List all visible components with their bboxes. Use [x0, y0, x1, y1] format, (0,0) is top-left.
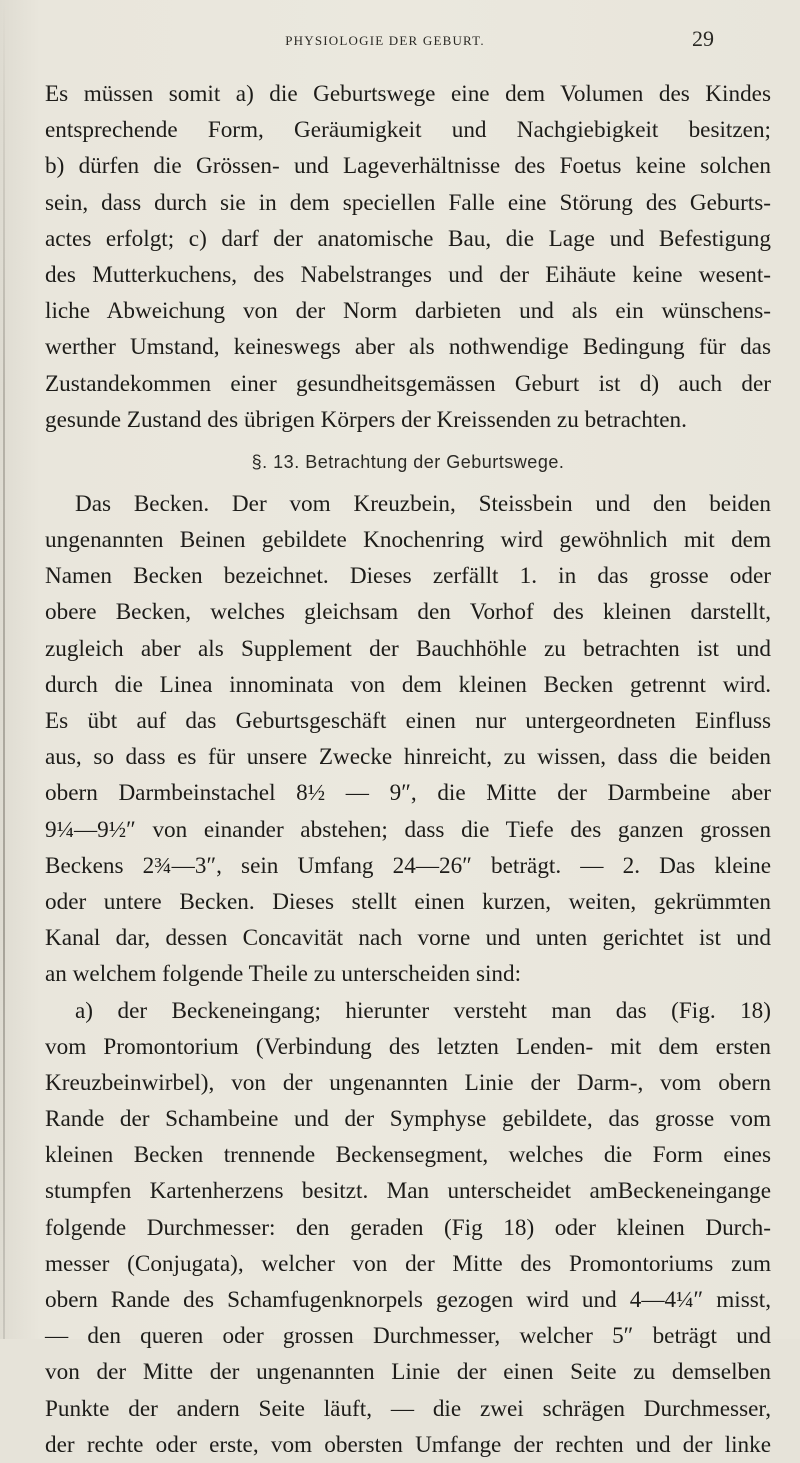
binding-gutter: [3, 0, 5, 1339]
text-line: messer (Conjugata), welcher von der Mitte des Promontoriums zum: [45, 1250, 771, 1277]
text-line: Kreuzbeinwirbel), von der ungenannten Linie der Darm-, vom obern: [45, 1069, 771, 1096]
text-line: vom Promontorium (Verbindung des letzten Lenden- mit dem ersten: [45, 1033, 771, 1060]
text-line: aus, so dass es für unsere Zwecke hinreicht, zu wissen, dass die beiden: [45, 744, 771, 771]
text-line: obere Becken, welches gleichsam den Vorhof des kleinen darstellt,: [45, 599, 771, 626]
text-line: Zustandekommen einer gesundheitsgemässen Geburt ist d) auch der: [45, 370, 771, 397]
section-heading: §. 13. Betrachtung der Geburtswege.: [251, 451, 565, 472]
text-line: von der Mitte der ungenannten Linie der einen Seite zu demselben: [45, 1359, 771, 1386]
text-line: an welchem folgende Theile zu unterscheiden sind:: [45, 961, 522, 988]
text-line: kleinen Becken trennende Beckensegment, welches die Form eines: [45, 1142, 771, 1169]
text-line: Punkte der andern Seite läuft, — die zwei schrägen Durchmesser,: [45, 1395, 771, 1422]
text-line: obern Rande des Schamfugenknorpels gezogen wird und 4—4¼″ misst,: [45, 1287, 771, 1313]
text-line: Es müssen somit a) die Geburtswege eine dem Volumen des Kindes: [45, 81, 771, 107]
text-line: gesunde Zustand des übrigen Körpers der Kreissenden zu betrachten.: [45, 406, 687, 433]
text-line: des Mutterkuchens, des Nabelstranges und der Eihäute keine wesent-: [45, 261, 771, 288]
text-line: zugleich aber als Supplement der Bauchhöhle zu betrachten ist und: [45, 635, 771, 662]
text-line: Namen Becken bezeichnet. Dieses zerfällt 1. in das grosse oder: [45, 563, 771, 590]
text-line: durch die Linea innominata von dem kleinen Becken getrennt wird.: [45, 671, 771, 698]
text-line: folgende Durchmesser: den geraden (Fig 18) oder kleinen Durch-: [45, 1214, 771, 1241]
text-line: obern Darmbeinstachel 8½ — 9″, die Mitte der Darmbeine aber: [45, 780, 771, 807]
text-line: actes erfolgt; c) darf der anatomische Bau, die Lage und Befestigung: [45, 225, 771, 252]
page-number: 29: [692, 26, 714, 51]
text-line: 9¼—9½″ von einander abstehen; dass die Tiefe des ganzen grossen: [45, 816, 771, 843]
text-line: Rande der Schambeine und der Symphyse gebildete, das grosse vom: [45, 1106, 771, 1133]
text-line: liche Abweichung von der Norm darbieten und als ein wünschens-: [45, 298, 771, 325]
text-line: entsprechende Form, Geräumigkeit und Nachgiebigkeit besitzen;: [45, 117, 771, 144]
text-line: Das Becken. Der vom Kreuzbein, Steissbein und den beiden: [75, 490, 771, 517]
text-line: Kanal dar, dessen Concavität nach vorne und unten gerichtet ist und: [45, 925, 771, 952]
text-line: der rechte oder erste, vom obersten Umfange der rechten und der linke: [45, 1431, 771, 1458]
text-line: Beckens 2¾—3″, sein Umfang 24—26″ beträgt. — 2. Das kleine: [45, 852, 771, 879]
text-line: ungenannten Beinen gebildete Knochenring wird gewöhnlich mit dem: [45, 527, 771, 554]
running-head: PHYSIOLOGIE DER GEBURT.: [285, 33, 485, 48]
body-text: [45, 76, 771, 1463]
text-line: a) der Beckeneingang; hierunter versteht man das (Fig. 18): [75, 997, 771, 1024]
text-line: — den queren oder grossen Durchmesser, welcher 5″ beträgt und: [45, 1323, 771, 1350]
text-line: sein, dass durch sie in dem speciellen Falle eine Störung des Geburts-: [45, 189, 771, 216]
text-line: b) dürfen die Grössen- und Lageverhältnisse des Foetus keine solchen: [45, 153, 771, 180]
text-line: Es übt auf das Geburtsgeschäft einen nur untergeordneten Einfluss: [45, 708, 771, 734]
text-line: stumpfen Kartenherzens besitzt. Man unterscheidet amBeckeneingange: [45, 1178, 771, 1205]
text-line: werther Umstand, keineswegs aber als nothwendige Bedingung für das: [45, 334, 771, 361]
text-line: oder untere Becken. Dieses stellt einen kurzen, weiten, gekrümmten: [45, 888, 771, 915]
